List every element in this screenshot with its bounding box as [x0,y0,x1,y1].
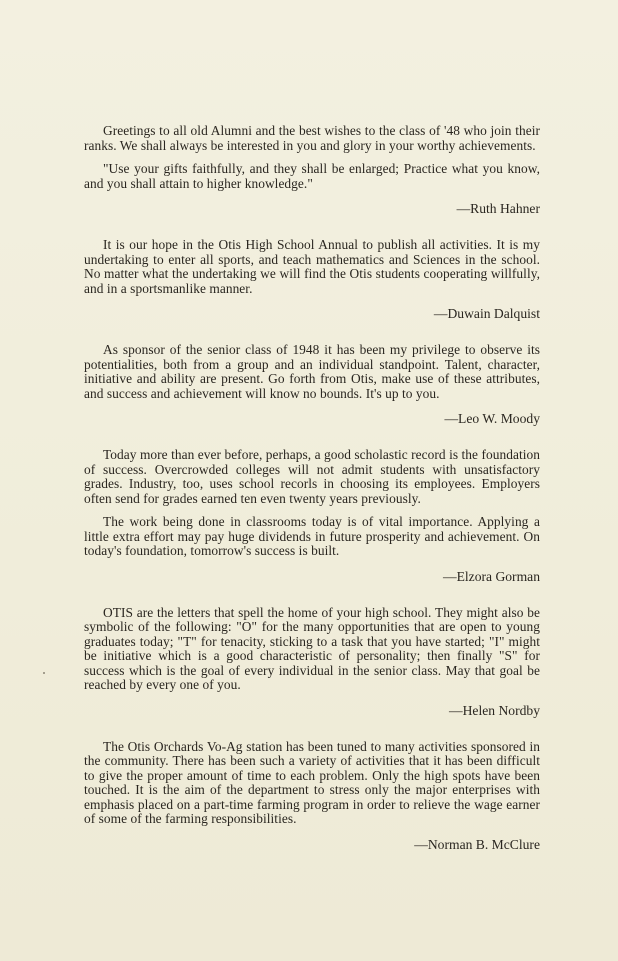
message-leo-moody [84,343,540,427]
signature: —Duwain Dalquist [433,306,540,321]
message-helen-nordby [84,606,540,719]
message-ruth-hahner [84,124,540,217]
message-norman-mcclure [84,740,540,853]
message-paragraph: OTIS are the letters that spell the home of your high school. They might also be symbolic of the following: "O" for the many opportunities that are open to young graduates today; "T" for tenacity, sticking to a task that you have started; "I" might be initiative which is a good characteristic of personality; then finally "S" for success which is the goal of every individual in the senior class. May that goal be reached by every one of you. [84,604,540,692]
signature: —Norman B. McClure [414,836,540,852]
message-paragraph: Today more than ever before, perhaps, a good scholastic record is the foundation of success. Overcrowded colleges will not admit students with unsatisfactory grades. Industry, too, uses school recorls in choosing its employees. Employers often send for grades earned ten even twenty years previously. [84,447,540,506]
message-quote: "Use your gifts faithfully, and they shall be enlarged; Practice what you know, and you shall attain to higher knowledge." [84,161,540,191]
message-paragraph: As sponsor of the senior class of 1948 it has been my privilege to observe its potentialities, both from a group and an individual standpoint. Talent, character, initiative and ability are present. Go forth from Otis, make use of these attributes, and success and achievement will know no bounds. It's up to you. [84,342,540,401]
signature: —Elzora Gorman [442,568,540,584]
message-elzora-gorman [84,448,540,585]
paper-speck [43,672,45,674]
signature: —Helen Nordby [449,702,540,718]
message-paragraph: Greetings to all old Alumni and the best wishes to the class of '48 who join their ranks. We shall always be interested in you and glory in your worthy achievements. [84,123,540,153]
message-paragraph: The work being done in classrooms today is of vital importance. Applying a little extra effort may pay huge dividends in future prosperity and achievement. On today's foundation, tomorrow's success is built. [84,514,540,558]
signature: —Ruth Hahner [456,201,540,216]
message-paragraph: It is our hope in the Otis High School Annual to publish all activities. It is my undertaking to enter all sports, and teach mathematics and Sciences in the school. No matter what the undertaking we will find the Otis students cooperating willfully, and in a sportsmanlike manner. [84,237,540,296]
signature: —Leo W. Moody [444,411,540,426]
message-paragraph: The Otis Orchards Vo-Ag station has been tuned to many activities sponsored in the community. There has been such a variety of activities that it has been difficult to give the proper amount of time to each problem. Only the high spots have been touched. It is the aim of the department to stress only the major enterprises with emphasis placed on a part-time farming program in order to relieve the wage earner of some of the farming responsibilities. [84,738,540,826]
message-duwain-dalquist [84,238,540,322]
faculty-messages [84,124,540,874]
